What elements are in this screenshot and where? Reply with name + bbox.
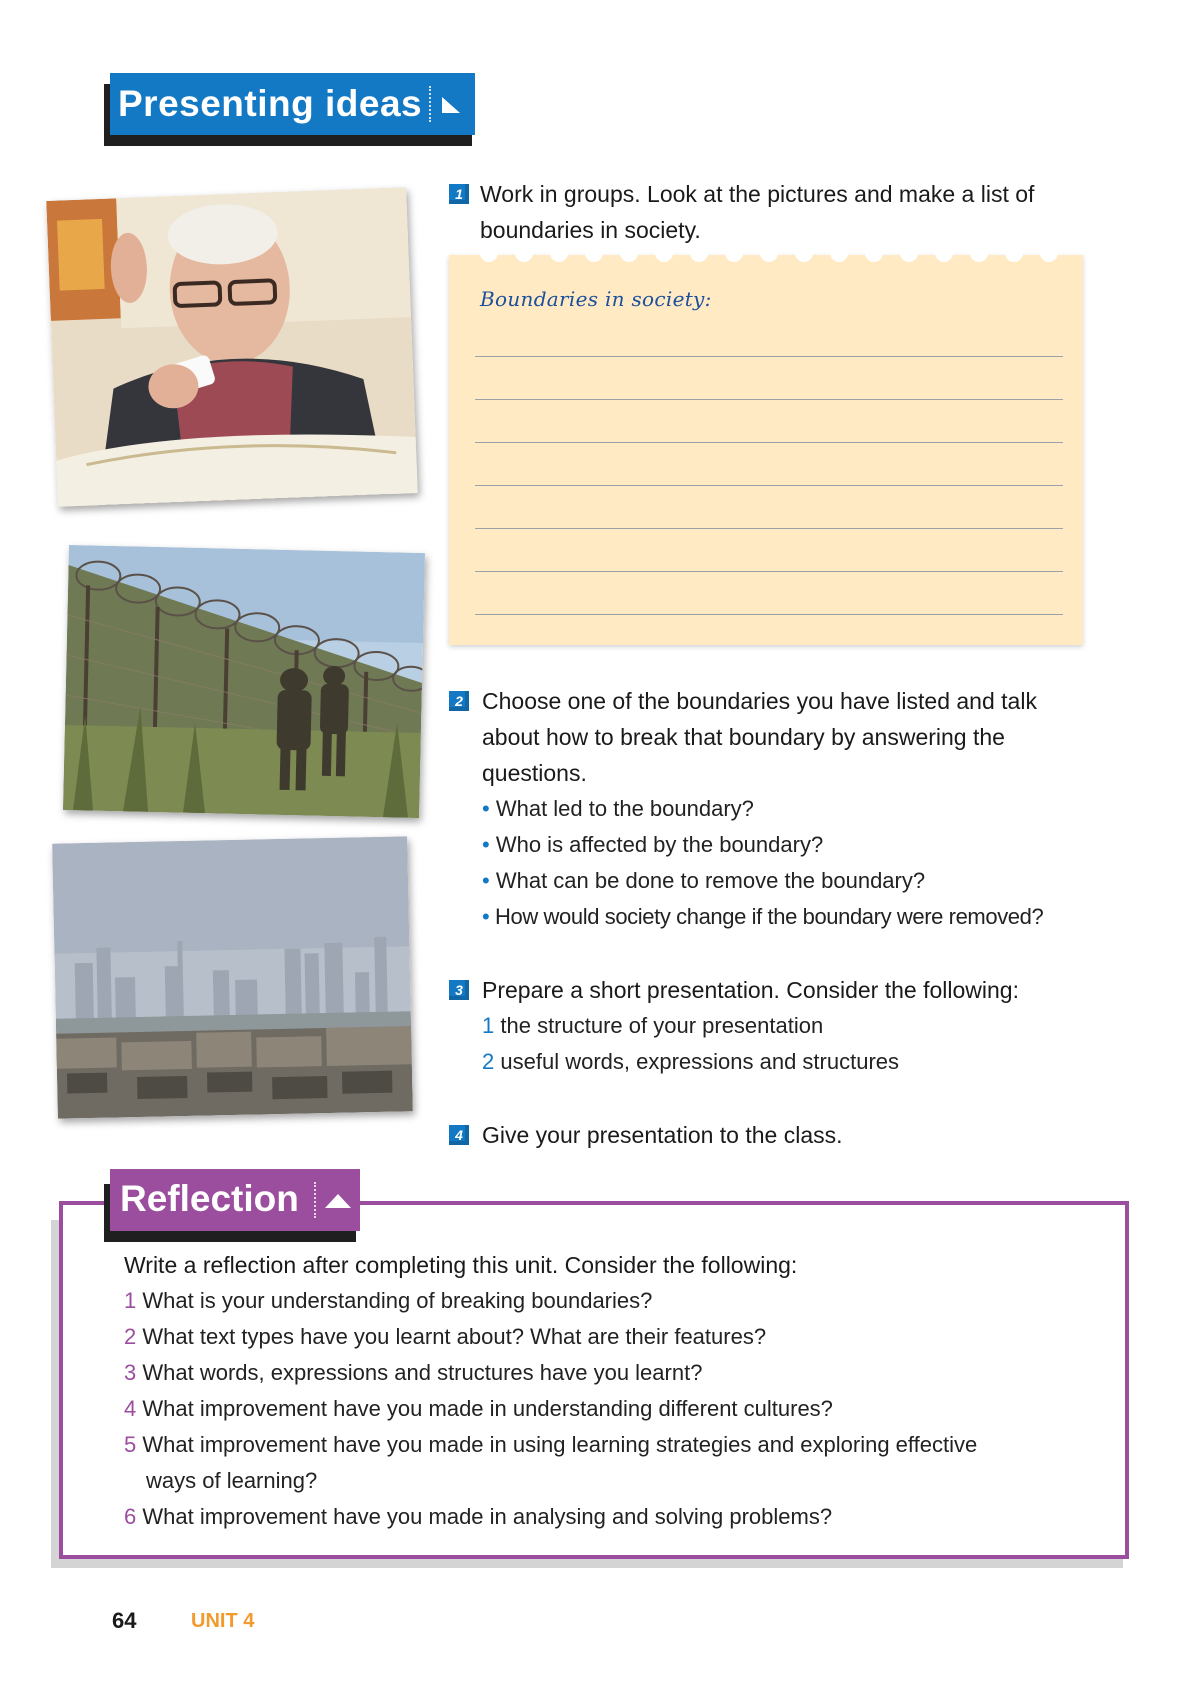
task-1-line-1: Work in groups. Look at the pictures and make a list of bbox=[480, 181, 1035, 207]
page-number: 64 bbox=[112, 1608, 137, 1633]
reflection-item: 4 What improvement have you made in understanding different cultures? bbox=[124, 1396, 833, 1421]
bullet-item: • What led to the boundary? bbox=[482, 796, 754, 821]
reflection-item: 3 What words, expressions and structures have you learnt? bbox=[124, 1360, 703, 1385]
reflection-item: 5 What improvement have you made in using learning strategies and exploring effective bbox=[124, 1432, 978, 1457]
triangle-up-icon bbox=[323, 1192, 353, 1210]
reflection-item: 2 What text types have you learnt about? What are their features? bbox=[124, 1324, 767, 1349]
task-2-line-3: questions. bbox=[482, 760, 587, 786]
bullet-dot: • bbox=[482, 868, 490, 893]
notepaper-box bbox=[449, 255, 1083, 645]
unit-label: UNIT 4 bbox=[191, 1610, 255, 1632]
notepaper-title: Boundaries in society: bbox=[480, 287, 712, 311]
bullet-dot: • bbox=[482, 904, 490, 929]
section-title: Presenting ideas bbox=[118, 83, 423, 124]
bullet-item: • What can be done to remove the boundary? bbox=[482, 868, 926, 893]
notepaper-torn-edge bbox=[449, 248, 1083, 266]
writing-line bbox=[475, 614, 1063, 615]
writing-line bbox=[475, 571, 1063, 572]
writing-line bbox=[475, 528, 1063, 529]
bullet-item: • How would society change if the boundary were removed? bbox=[482, 904, 1044, 929]
triangle-down-right-icon bbox=[439, 94, 463, 116]
photo-elderly-man-phone bbox=[46, 187, 417, 507]
reflection-intro: Write a reflection after completing this unit. Consider the following: bbox=[124, 1252, 798, 1278]
task-3-line-1: Prepare a short presentation. Consider the following: bbox=[482, 977, 1019, 1003]
task-number-badge: 3 bbox=[449, 980, 469, 1000]
writing-line bbox=[475, 356, 1063, 357]
task-number-badge: 2 bbox=[449, 691, 469, 711]
header-divider bbox=[429, 86, 431, 122]
photo-border-fence-soldiers bbox=[63, 545, 425, 818]
bullet-dot: • bbox=[482, 832, 490, 857]
writing-line bbox=[475, 485, 1063, 486]
reflection-item: 1 What is your understanding of breaking boundaries? bbox=[124, 1288, 653, 1313]
reflection-divider bbox=[314, 1182, 316, 1218]
bullet-dot: • bbox=[482, 796, 490, 821]
task-number-badge: 1 bbox=[449, 184, 469, 204]
task-2-line-1: Choose one of the boundaries you have listed and talk bbox=[482, 688, 1037, 714]
task-2-line-2: about how to break that boundary by answering the bbox=[482, 724, 1005, 750]
reflection-item-continuation: ways of learning? bbox=[146, 1468, 318, 1493]
writing-line bbox=[475, 399, 1063, 400]
task-1-line-2: boundaries in society. bbox=[480, 217, 701, 243]
writing-line bbox=[475, 442, 1063, 443]
list-item: 1 the structure of your presentation bbox=[482, 1013, 824, 1038]
bullet-item: • Who is affected by the boundary? bbox=[482, 832, 824, 857]
list-item: 2 useful words, expressions and structures bbox=[482, 1049, 900, 1074]
photo-city-skyline-slums bbox=[52, 836, 413, 1118]
reflection-title: Reflection bbox=[120, 1178, 299, 1219]
reflection-item: 6 What improvement have you made in analysing and solving problems? bbox=[124, 1504, 833, 1529]
task-number-badge: 4 bbox=[449, 1125, 469, 1145]
task-4-line-1: Give your presentation to the class. bbox=[482, 1122, 843, 1148]
